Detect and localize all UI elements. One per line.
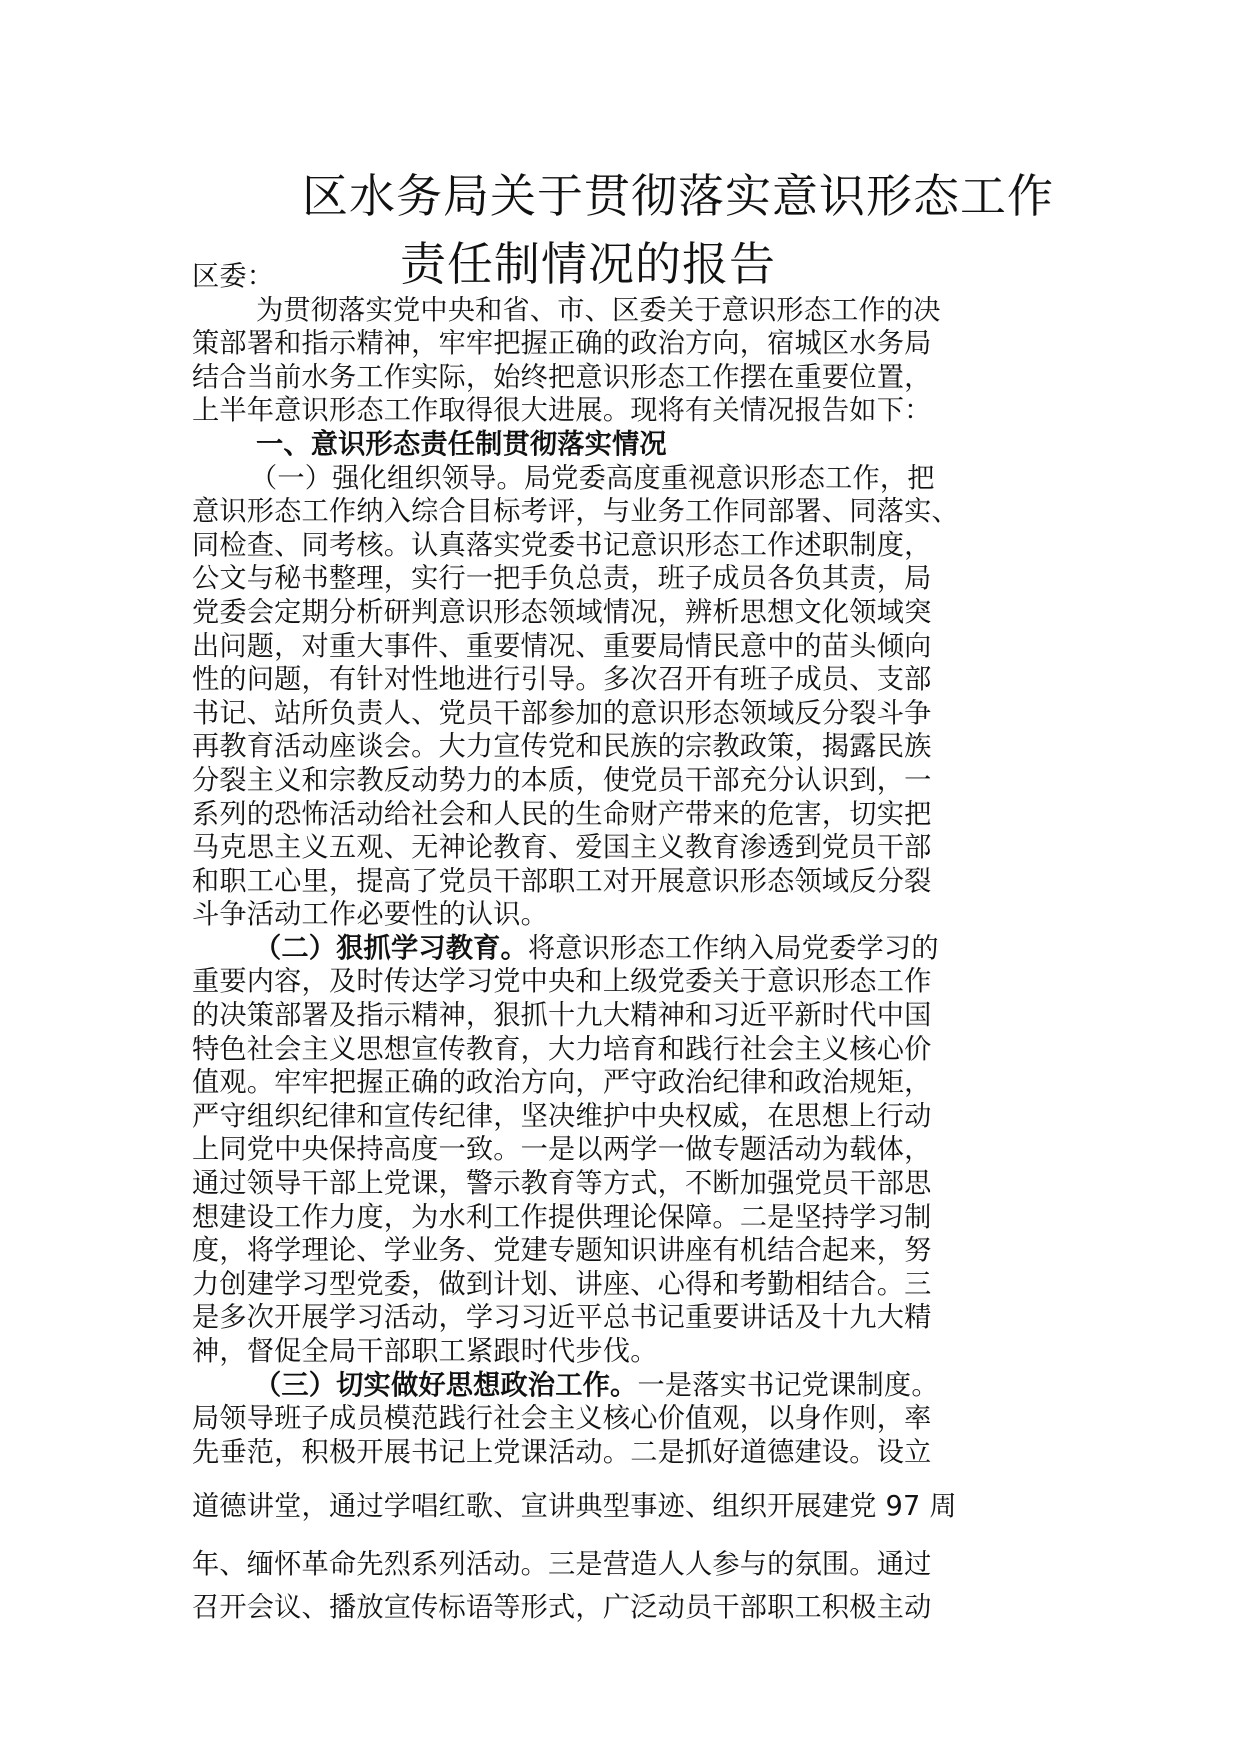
paragraph-line: 再教育活动座谈会。大力宣传党和民族的宗教政策，揭露民族 [192, 731, 932, 763]
paragraph-line: 值观。牢牢把握正确的政治方向，严守政治纪律和政治规矩， [192, 1067, 932, 1099]
intro-line: 策部署和指示精神，牢牢把握正确的政治方向，宿城区水务局 [192, 328, 932, 360]
addressee: 区委： [192, 261, 275, 292]
paragraph-line: 神，督促全局干部职工紧跟时代步伐。 [192, 1336, 658, 1367]
paragraph-line: 上同党中央保持高度一致。一是以两学一做专题活动为载体， [192, 1134, 932, 1166]
paragraph-line: 力创建学习型党委，做到计划、讲座、心得和考勤相结合。三 [192, 1268, 932, 1300]
paragraph-line: 年、缅怀革命先烈系列活动。三是营造人人参与的氛围。通过 [192, 1549, 932, 1581]
paragraph-line: 严守组织纪律和宣传纪律，坚决维护中央权威，在思想上行动 [192, 1100, 932, 1132]
intro-line: 结合当前水务工作实际，始终把意识形态工作摆在重要位置， [192, 361, 932, 393]
paragraph-line: 马克思主义五观、无神论教育、爱国主义教育渗透到党员干部 [192, 832, 932, 864]
intro-line: 上半年意识形态工作取得很大进展。现将有关情况报告如下： [192, 395, 932, 427]
paragraph-line: 重要内容，及时传达学习党中央和上级党委关于意识形态工作 [192, 966, 932, 998]
paragraph-line: 想建设工作力度，为水利工作提供理论保障。二是坚持学习制 [192, 1201, 932, 1233]
paragraph-text: 将意识形态工作纳入局党委学习的 [527, 932, 939, 964]
paragraph-line: 系列的恐怖活动给社会和人民的生命财产带来的危害，切实把 [192, 798, 932, 830]
paragraph-line: （一）强化组织领导。局党委高度重视意识形态工作，把 [250, 462, 935, 494]
paragraph-line: 通过领导干部上党课，警示教育等方式，不断加强党员干部思 [192, 1168, 932, 1200]
paragraph-line: 是多次开展学习活动，学习习近平总书记重要讲话及十九大精 [192, 1302, 932, 1334]
paragraph-line: 度，将学理论、学业务、党建专题知识讲座有机结合起来，努 [192, 1235, 932, 1267]
paragraph-line: 召开会议、播放宣传标语等形式，广泛动员干部职工积极主动 [192, 1592, 932, 1624]
paragraph-text: 一是落实书记党课制度。 [637, 1369, 939, 1401]
paragraph-line: 同检查、同考核。认真落实党委书记意识形态工作述职制度， [192, 529, 932, 561]
paragraph-line: 局领导班子成员模范践行社会主义核心价值观，以身作则，率 [192, 1403, 932, 1435]
paragraph-line: 党委会定期分析研判意识形态领域情况，辨析思想文化领域突 [192, 596, 932, 628]
intro-line: 为贯彻落实党中央和省、市、区委关于意识形态工作的决 [256, 294, 941, 326]
paragraph-line: 出问题，对重大事件、重要情况、重要局情民意中的苗头倾向 [192, 630, 932, 662]
paragraph-line: 意识形态工作纳入综合目标考评，与业务工作同部署、同落实、 [192, 496, 959, 528]
document-title-line-1: 区水务局关于贯彻落实意识形态工作 [302, 169, 1054, 223]
paragraph-first-line [192, 1369, 1052, 1403]
paragraph-line: 特色社会主义思想宣传教育，大力培育和践行社会主义核心价 [192, 1033, 932, 1065]
paragraph-line: 先垂范，积极开展书记上党课活动。二是抓好道德建设。设立 [192, 1436, 932, 1468]
document-body [192, 260, 1052, 1625]
paragraph-first-line [192, 932, 1052, 966]
paragraph-line: 斗争活动工作必要性的认识。 [192, 899, 549, 931]
paragraph-line: 道德讲堂，通过学唱红歌、宣讲典型事迹、组织开展建党 97 周 [192, 1491, 957, 1523]
subsection-heading: （二）狠抓学习教育。 [254, 932, 528, 964]
document-title-line-2: 责任制情况的报告 [400, 237, 776, 291]
paragraph-line: 的决策部署及指示精神，狠抓十九大精神和习近平新时代中国 [192, 1000, 932, 1032]
paragraph-line: 和职工心里，提高了党员干部职工对开展意识形态领域反分裂 [192, 865, 932, 897]
subsection-heading: （三）切实做好思想政治工作。 [254, 1369, 638, 1401]
section-heading: 一、意识形态责任制贯彻落实情况 [256, 428, 667, 460]
paragraph-line: 性的问题，有针对性地进行引导。多次召开有班子成员、支部 [192, 664, 932, 696]
paragraph-line: 分裂主义和宗教反动势力的本质，使党员干部充分认识到，一 [192, 764, 932, 796]
paragraph-line: 书记、站所负责人、党员干部参加的意识形态领域反分裂斗争 [192, 697, 932, 729]
paragraph-line: 公文与秘书整理，实行一把手负总责，班子成员各负其责，局 [192, 563, 932, 595]
